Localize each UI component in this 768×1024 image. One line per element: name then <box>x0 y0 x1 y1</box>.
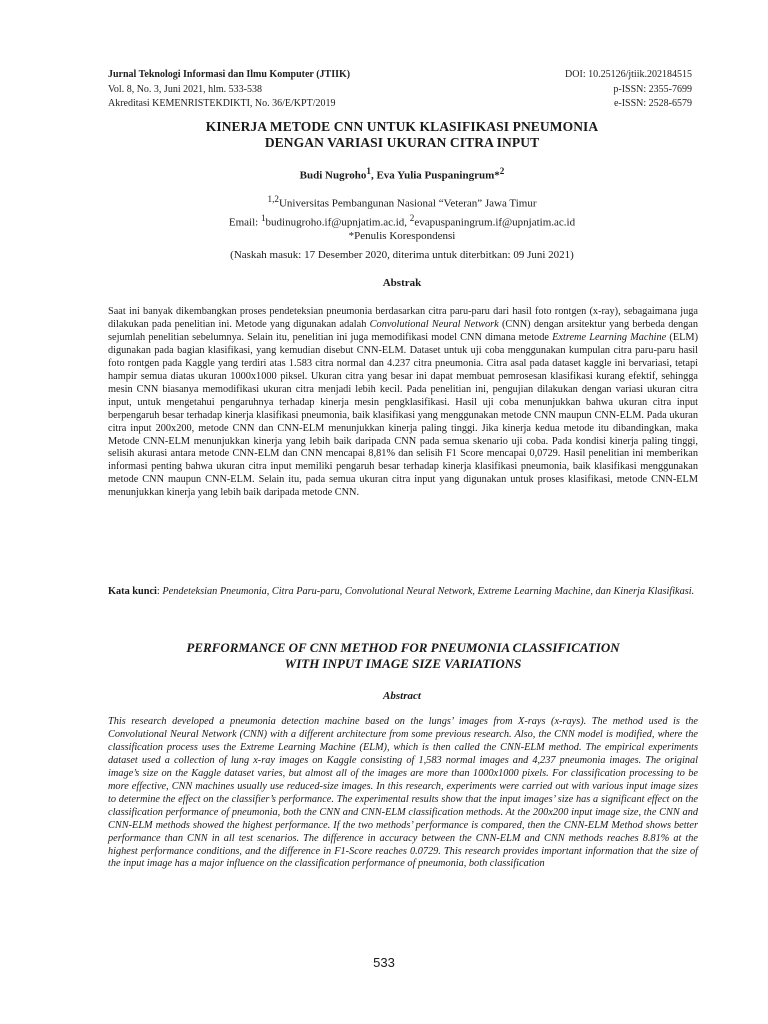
keywords-colon: : <box>156 586 163 597</box>
journal-name: Jurnal Teknologi Informasi dan Ilmu Komputer (JTIIK) <box>108 69 351 80</box>
author-list <box>108 164 696 183</box>
email-1-sup: 1 <box>260 212 266 223</box>
p-issn: p-ISSN: 2355-7699 <box>613 83 692 95</box>
email-label: Email: <box>228 216 261 229</box>
submission-dates: (Naskah masuk: 17 Desember 2020, diterima untuk diterbitkan: 09 Juni 2021) <box>230 249 574 261</box>
abstract-body-en: This research developed a pneumonia detection machine based on the lungs’ images from X-rays (x-rays). The method used is the Convolutional Neural Network (CNN) with a different architecture from some previous research. Also, the CNN model is modified, where the classification process uses the Extreme Learning Machine (ELM), which is then called the CNN-ELM method. The empirical experiments dataset used a collection of lung x-ray images on Kaggle consisting of 1,583 normal images and 4,237 pneumonia images. The original image’s size on the Kaggle dataset varies, but almost all of the images are more than 1000x1000 pixels. For classification processing to be more effective, CNN machines usually use reduced-size images. In this research, experiments were carried out with various input image sizes to determine the effect on the classifier’s performance. The experimental results show that the input images’ size has a significant effect on the classification performance of pneumonia, both the CNN and CNN-ELM classification methods. At the 200x200 input image size, the CNN and CNN-ELM methods showed the highest performance. If the two methods’ performance is compared, then the CNN-ELM Method shows better performance than CNN in all test scenarios. The difference in accuracy between the CNN-ELM and CNN methods reaches 8.81% at the highest performance conditions, and the difference in F1-Score reaches 0.0729. This research provides important information that the size of the input image has a major influence on the classification performance of pneumonia, both classification <box>108 716 698 870</box>
abstract-id-elm-term: Extreme Learning Machine <box>552 331 667 343</box>
e-issn: e-ISSN: 2528-6579 <box>613 98 692 109</box>
abstract-id-text-3: (ELM) digunakan pada bagian klasifikasi, yang kemudian disebut CNN-ELM. Dataset untuk uji coba menggunakan kumpulan citra paru-paru hasil foto rontgen pada Kaggle yang terdiri atas 1.583 citra normal dan 4.237 citra pneumonia. Citra asal pada dataset kaggle ini bervariasi, tetapi hampir semua diatas ukuran 1000x1000 piksel. Ukuran citra yang besar ini dapat membuat pemrosesan klasifikasi kurang efektif, sehingga mesin CNN biasanya memodifikasi ukuran citra menjadi lebih kecil. Pada penelitian ini, pengujian dilakukan dengan variasi ukuran citra input, untuk mengetahui pengaruhnya terhadap kinerja mesin pengklasifikasi. Hasil uji coba menunjukkan bahwa ukuran citra input berpengaruh besar terhadap kinerja klasifikasi pneumonia, baik klasifikasi yang menggunakan metode CNN maupun CNN-ELM. Pada ukuran citra input 200x200, metode CNN dan CNN-ELM menunjukkan kinerja paling tinggi. Jika kinerja kedua metode itu dibandingkan, maka Metode CNN-ELM menunjukkan kinerja yang lebih baik daripada CNN pada semua skenario uji coba. Pada kondisi kinerja paling tinggi, selisih akurasi antara metode CNN-ELM dan CNN mencapai 8,81% dan selisih F1 Score mencapai 0,0729. Hasil penelitian ini memberikan informasi penting bahwa ukuran citra input memiliki pengaruh besar terhadap kinerja klasifikasi pneumonia, baik klasifikasi menggunakan metode CNN maupun CNN-ELM. Selain itu, pada semua ukuran citra input yang digunakan untuk proses klasifikasi, metode CNN-ELM menunjukkan kinerja yang lebih baik daripada metode CNN. <box>108 331 699 499</box>
abstract-body-id <box>108 306 698 500</box>
abstract-id-text-1: Saat ini banyak dikembangkan proses pendeteksian pneumonia berdasarkan citra paru-paru dari hasil foto rontgen (x-ray), sebagaimana juga dilakukan pada penelitian ini. Metode yang digunakan adalah <box>108 306 698 330</box>
keywords-label: Kata kunci <box>108 586 157 597</box>
author-1: Budi Nugroho <box>299 169 367 182</box>
page-number: 533 <box>373 955 395 970</box>
paper-title <box>108 119 696 151</box>
corresponding-note: *Penulis Korespondensi <box>348 230 456 243</box>
author-2: Eva Yulia Puspaningrum* <box>376 169 500 182</box>
paper-title-line-2: DENGAN VARIASI UKURAN CITRA INPUT <box>264 135 540 150</box>
institution: Universitas Pembangunan Nasional “Veteran” Jawa Timur <box>278 197 537 210</box>
paper-title-line-1: KINERJA METODE CNN UNTUK KLASIFIKASI PNEUMONIA <box>205 119 599 134</box>
accreditation: Akreditasi KEMENRISTEKDIKTI, No. 36/E/KPT/2019 <box>108 98 336 109</box>
volume-info: Vol. 8, No. 3, Juni 2021, hlm. 533-538 <box>108 83 262 95</box>
email-2: evapuspaningrum.if@upnjatim.ac.id <box>414 216 576 229</box>
abstract-id-text-2: (CNN) dengan arsitektur yang berbeda dengan sejumlah penelitian sebelumnya. Selain itu, penelitian ini juga memodifikasi model CNN dimana metode <box>108 318 698 343</box>
author-2-sup: 2 <box>499 166 505 176</box>
english-title-line-2: WITH INPUT IMAGE SIZE VARIATIONS <box>284 656 522 671</box>
doi: DOI: 10.25126/jtiik.202184515 <box>565 69 692 80</box>
keywords-id <box>108 585 698 598</box>
english-title-line-1: PERFORMANCE OF CNN METHOD FOR PNEUMONIA CLASSIFICATION <box>186 640 620 655</box>
email-1: budinugroho.if@upnjatim.ac.id, <box>265 216 410 229</box>
affiliation <box>108 192 696 243</box>
abstract-heading-id: Abstrak <box>382 277 422 289</box>
journal-header <box>108 68 692 112</box>
abstract-heading-en: Abstract <box>383 690 421 702</box>
abstract-id-cnn-term: Convolutional Neural Network <box>369 318 499 330</box>
affiliation-sup: 1,2 <box>267 194 279 204</box>
author-1-sup: 1 <box>366 166 371 176</box>
email-2-sup: 2 <box>409 212 415 223</box>
english-title <box>108 640 698 672</box>
author-separator: , <box>370 169 377 182</box>
keywords-text: Pendeteksian Pneumonia, Citra Paru-paru, Convolutional Neural Network, Extreme Learning Machine, dan Kinerja Klasifikasi. <box>162 586 695 597</box>
